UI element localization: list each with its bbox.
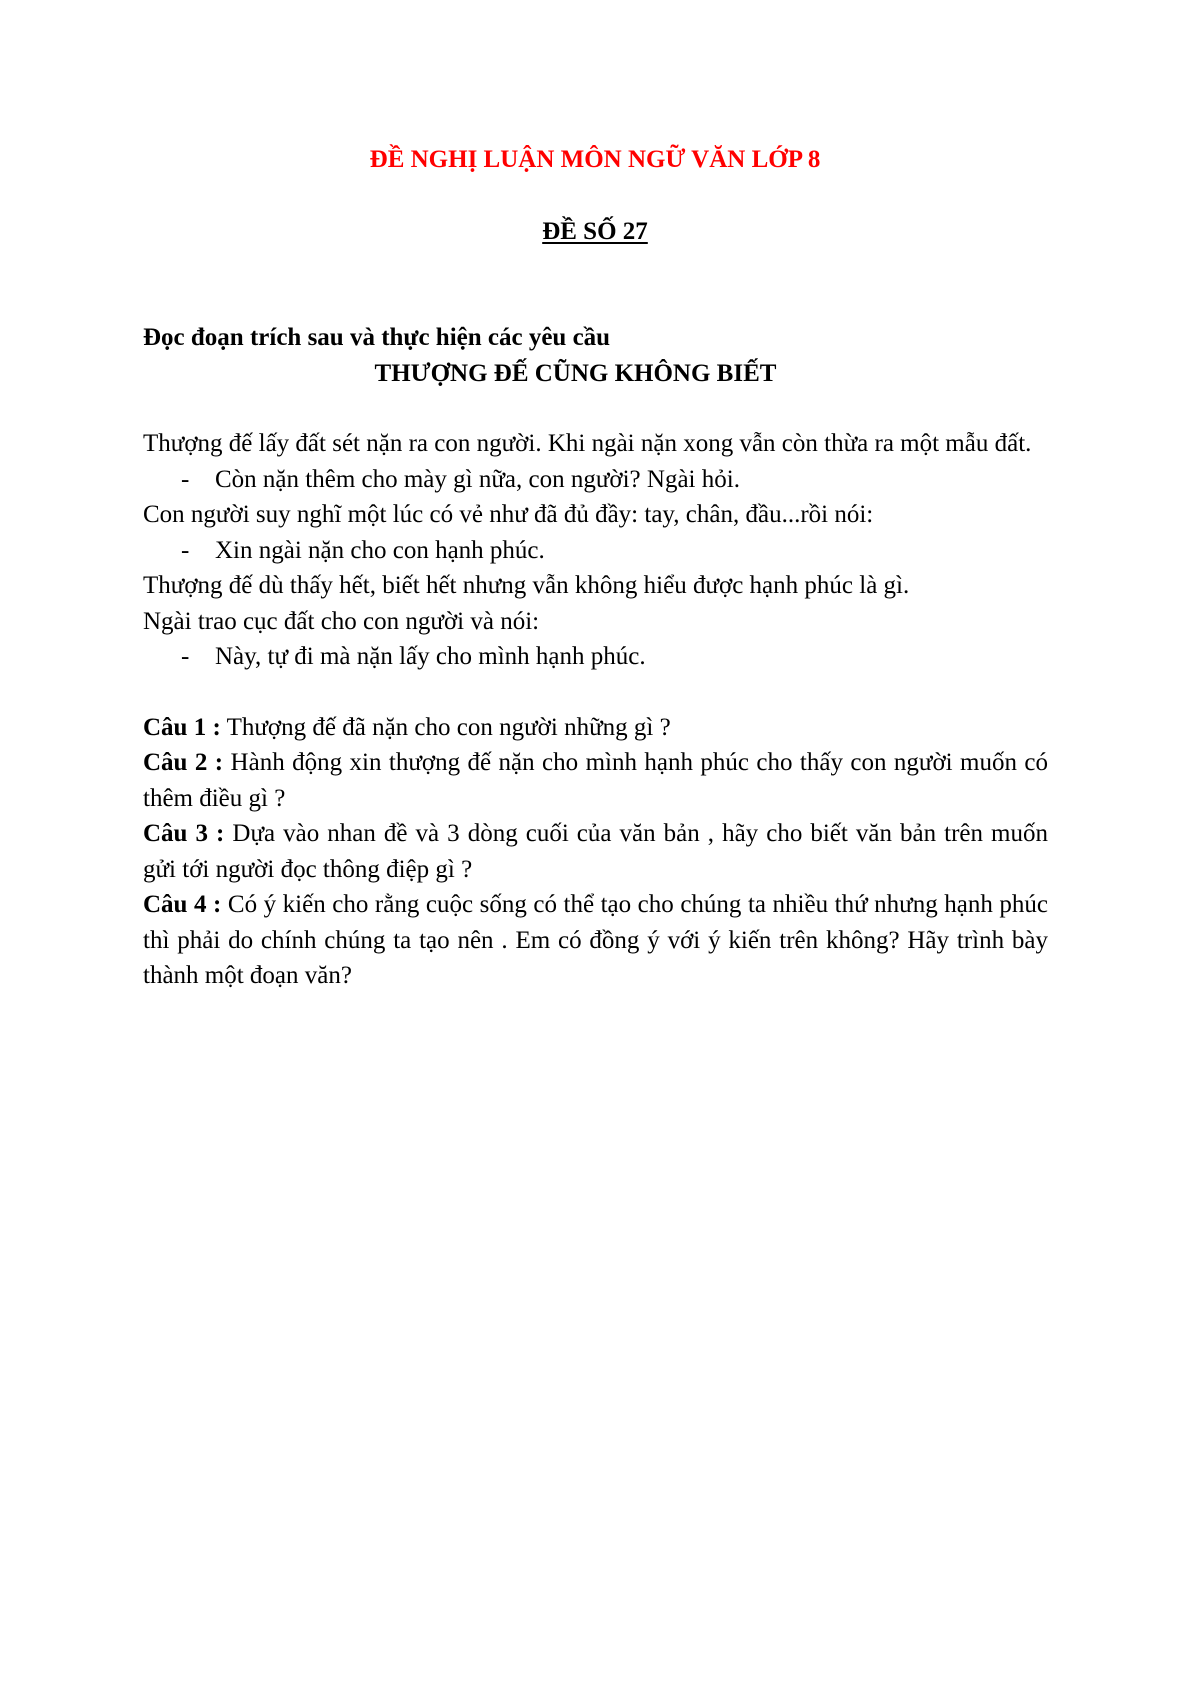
question-text: Dựa vào nhan đề và 3 dòng cuối của văn bản , hãy cho biết văn bản trên muốn gửi tới người đọc thông điệp gì ? — [143, 820, 1048, 883]
dialog-dash: - — [181, 465, 190, 493]
dialog-dash: - — [181, 643, 190, 670]
dialog-line-2 — [143, 533, 1048, 569]
document-main-title: ĐỀ NGHỊ LUẬN MÔN NGỮ VĂN LỚP 8 — [369, 146, 821, 173]
dialog-dash: - — [181, 536, 190, 564]
question-label: Câu 4 : — [143, 891, 222, 918]
section-spacer — [143, 391, 1048, 426]
story-line-1: Thượng đế lấy đất sét nặn ra con người. Khi ngài nặn xong vẫn còn thừa ra một mẫu đất. — [143, 430, 1032, 457]
story-line-3: Thượng đế dù thấy hết, biết hết nhưng vẫn không hiểu được hạnh phúc là gì. — [143, 572, 910, 599]
exam-number-heading — [0, 217, 1190, 247]
question-text: Hành động xin thượng đế nặn cho mình hạnh phúc cho thấy con người muốn có thêm điều gì ? — [143, 749, 1048, 812]
story-line-2: Con người suy nghĩ một lúc có vẻ như đã đủ đầy: tay, chân, đầu...rồi nói: — [143, 501, 874, 528]
question-text: Có ý kiến cho rằng cuộc sống có thể tạo cho chúng ta nhiều thứ nhưng hạnh phúc thì phải do chính chúng ta tạo nên . Em có đồng ý với ý kiến trên không? Hãy trình bày thành một đoạn văn? — [143, 891, 1048, 989]
story-line-4: Ngài trao cục đất cho con người và nói: — [143, 607, 540, 635]
dialog-text: Xin ngài nặn cho con hạnh phúc. — [215, 536, 545, 564]
question-4 — [143, 887, 1048, 994]
document-body — [143, 320, 1048, 994]
question-label: Câu 2 : — [143, 749, 224, 776]
question-label: Câu 1 : — [143, 713, 221, 741]
story-title: THƯỢNG ĐẾ CŨNG KHÔNG BIẾT — [374, 359, 777, 387]
story-passage — [143, 426, 1048, 675]
dialog-line-1 — [143, 462, 1048, 498]
question-2 — [143, 745, 1048, 816]
dialog-text: Này, tự đi mà nặn lấy cho mình hạnh phúc. — [215, 643, 646, 670]
question-list — [143, 710, 1048, 994]
question-label: Câu 3 : — [143, 820, 225, 847]
question-1 — [143, 710, 1048, 746]
dialog-line-3 — [143, 639, 1048, 675]
question-text: Thượng đế đã nặn cho con người những gì ? — [220, 713, 671, 741]
section-spacer — [143, 675, 1048, 710]
exam-number-text: ĐỀ SỐ 27 — [542, 218, 648, 245]
question-3 — [143, 816, 1048, 887]
dialog-text: Còn nặn thêm cho mày gì nữa, con người? Ngài hỏi. — [215, 465, 740, 493]
reading-instruction: Đọc đoạn trích sau và thực hiện các yêu cầu — [143, 324, 611, 351]
